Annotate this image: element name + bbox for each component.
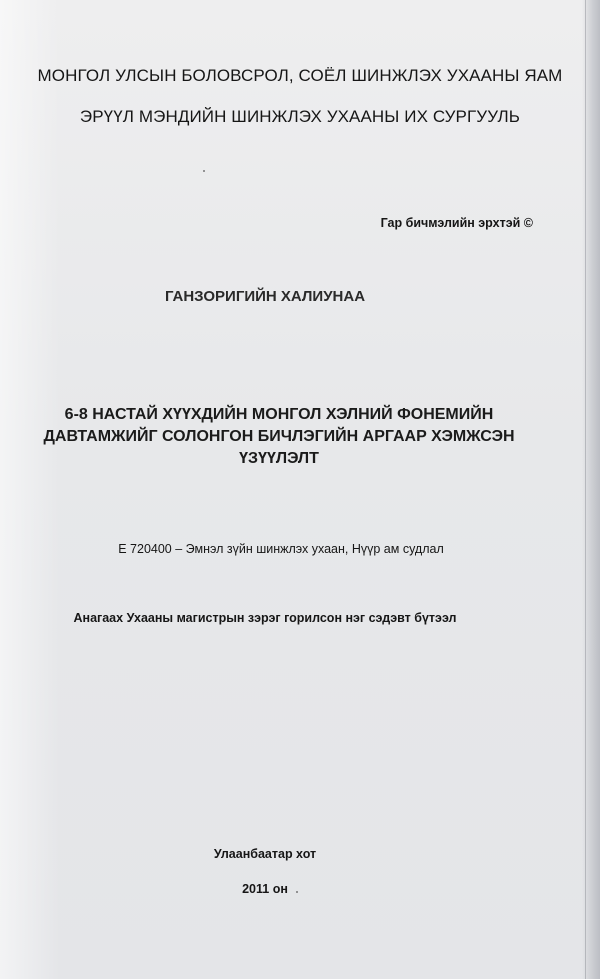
thesis-title-line: ДАВТАМЖИЙГ СОЛОНГОН БИЧЛЭГИЙН АРГААР ХЭМЖСЭН [43,428,515,445]
thesis-title [0,404,558,470]
page-edge-line [585,0,586,979]
place-of-publication: Улаанбаатар хот [213,847,317,861]
thesis-title-line: 6-8 НАСТАЙ ХҮҮХДИЙН МОНГОЛ ХЭЛНИЙ ФОНЕМИЙН [64,406,494,423]
ministry-heading: МОНГОЛ УЛСЫН БОЛОВСРОЛ, СОЁЛ ШИНЖЛЭХ УХААНЫ ЯАМ [37,66,563,85]
degree-statement: Анагаах Ухааны магистрын зэрэг горилсон нэг сэдэвт бүтээл [73,611,457,625]
specialty-code: Е 720400 – Эмнэл зүйн шинжлэх ухаан, Нүүр ам судлал [118,542,444,556]
copyright-note: Гар бичмэлийн эрхтэй © [380,216,533,230]
scan-speck [203,170,205,172]
author-name: ГАНЗОРИГИЙН ХАЛИУНАА [164,288,366,305]
publication-year: 2011 он [242,882,288,896]
university-heading: ЭРҮҮЛ МЭНДИЙН ШИНЖЛЭХ УХААНЫ ИХ СУРГУУЛЬ [79,107,521,126]
thesis-title-line: ҮЗҮҮЛЭЛТ [239,450,319,467]
